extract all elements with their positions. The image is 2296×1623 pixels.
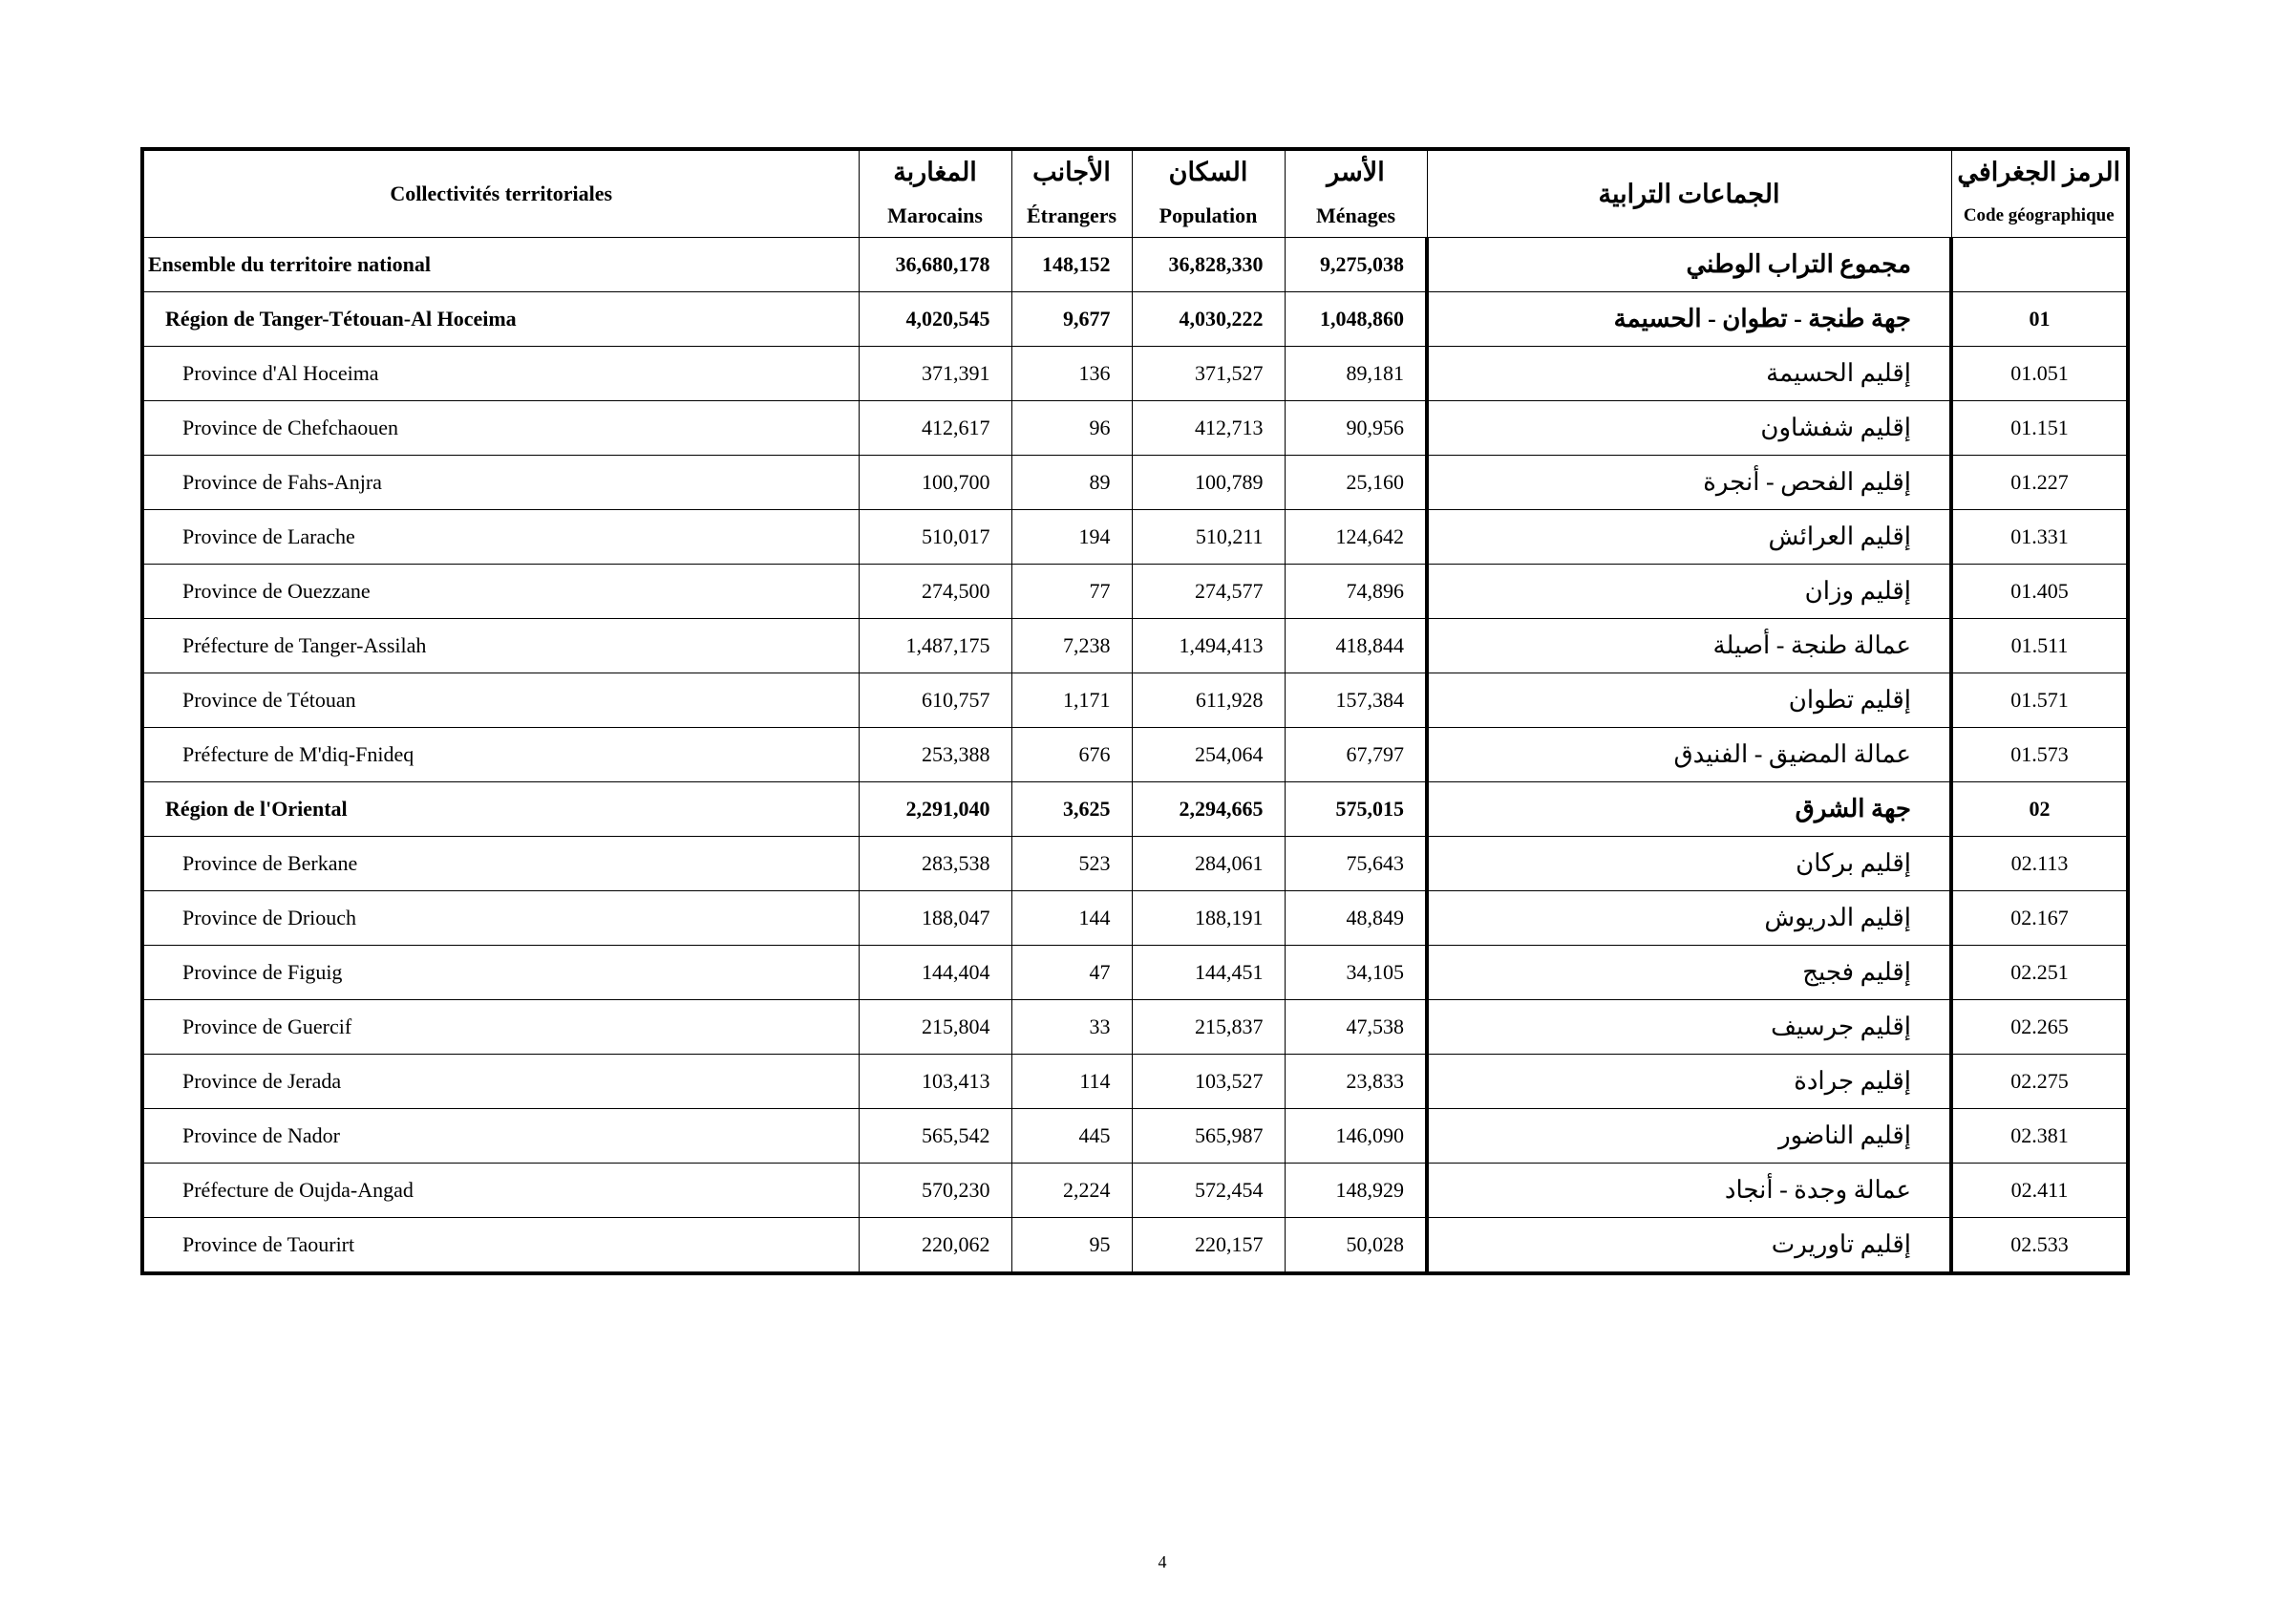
cell-jamaa-ar: إقليم جرسيف <box>1427 1000 1951 1055</box>
cell-menages: 23,833 <box>1285 1055 1427 1109</box>
cell-code: 02.113 <box>1951 837 2128 891</box>
cell-menages: 9,275,038 <box>1285 238 1427 292</box>
cell-code: 02.411 <box>1951 1164 2128 1218</box>
table-row <box>142 1164 2128 1218</box>
cell-jamaa-ar: إقليم الفحص - أنجرة <box>1427 456 1951 510</box>
header-collectivites: Collectivités territoriales <box>142 149 859 238</box>
cell-marocains: 565,542 <box>859 1109 1011 1164</box>
table-row <box>142 510 2128 565</box>
table-row <box>142 1000 2128 1055</box>
cell-menages: 34,105 <box>1285 946 1427 1000</box>
cell-marocains: 4,020,545 <box>859 292 1011 347</box>
cell-menages: 25,160 <box>1285 456 1427 510</box>
header-marocains-ar: المغاربة <box>859 149 1011 194</box>
cell-menages: 146,090 <box>1285 1109 1427 1164</box>
cell-jamaa-ar: إقليم بركان <box>1427 837 1951 891</box>
cell-menages: 47,538 <box>1285 1000 1427 1055</box>
cell-population: 412,713 <box>1132 401 1285 456</box>
cell-collectivite: Préfecture de M'diq-Fnideq <box>142 728 859 782</box>
header-menages-fr: Ménages <box>1285 194 1427 238</box>
cell-population: 36,828,330 <box>1132 238 1285 292</box>
cell-etrangers: 1,171 <box>1011 673 1132 728</box>
cell-code <box>1951 238 2128 292</box>
cell-jamaa-ar: عمالة المضيق - الفنيدق <box>1427 728 1951 782</box>
cell-jamaa-ar: مجموع التراب الوطني <box>1427 238 1951 292</box>
cell-jamaa-ar: إقليم شفشاون <box>1427 401 1951 456</box>
cell-population: 103,527 <box>1132 1055 1285 1109</box>
cell-marocains: 570,230 <box>859 1164 1011 1218</box>
cell-jamaa-ar: إقليم الناضور <box>1427 1109 1951 1164</box>
cell-jamaa-ar: جهة طنجة - تطوان - الحسيمة <box>1427 292 1951 347</box>
table-row <box>142 456 2128 510</box>
cell-population: 254,064 <box>1132 728 1285 782</box>
cell-code: 01.511 <box>1951 619 2128 673</box>
table-row <box>142 891 2128 946</box>
table-row <box>142 946 2128 1000</box>
cell-marocains: 2,291,040 <box>859 782 1011 837</box>
cell-collectivite: Ensemble du territoire national <box>142 238 859 292</box>
table-row <box>142 1109 2128 1164</box>
cell-marocains: 36,680,178 <box>859 238 1011 292</box>
cell-code: 01.227 <box>1951 456 2128 510</box>
cell-population: 572,454 <box>1132 1164 1285 1218</box>
header-code-ar: الرمز الجغرافي <box>1951 149 2128 194</box>
cell-population: 144,451 <box>1132 946 1285 1000</box>
cell-etrangers: 77 <box>1011 565 1132 619</box>
cell-etrangers: 136 <box>1011 347 1132 401</box>
cell-menages: 90,956 <box>1285 401 1427 456</box>
cell-code: 02.167 <box>1951 891 2128 946</box>
cell-jamaa-ar: عمالة وجدة - أنجاد <box>1427 1164 1951 1218</box>
table-row-national <box>142 238 2128 292</box>
cell-collectivite: Province de Tétouan <box>142 673 859 728</box>
cell-collectivite: Province de Fahs-Anjra <box>142 456 859 510</box>
cell-population: 284,061 <box>1132 837 1285 891</box>
cell-code: 01 <box>1951 292 2128 347</box>
cell-etrangers: 47 <box>1011 946 1132 1000</box>
cell-menages: 148,929 <box>1285 1164 1427 1218</box>
cell-code: 01.331 <box>1951 510 2128 565</box>
census-table <box>140 147 2130 1275</box>
table-row <box>142 728 2128 782</box>
cell-marocains: 510,017 <box>859 510 1011 565</box>
cell-menages: 157,384 <box>1285 673 1427 728</box>
table-row <box>142 1055 2128 1109</box>
cell-collectivite: Province de Ouezzane <box>142 565 859 619</box>
cell-collectivite: Province de Nador <box>142 1109 859 1164</box>
cell-marocains: 412,617 <box>859 401 1011 456</box>
cell-code: 02.251 <box>1951 946 2128 1000</box>
cell-population: 274,577 <box>1132 565 1285 619</box>
cell-etrangers: 114 <box>1011 1055 1132 1109</box>
cell-etrangers: 96 <box>1011 401 1132 456</box>
cell-code: 02.265 <box>1951 1000 2128 1055</box>
cell-jamaa-ar: إقليم تطوان <box>1427 673 1951 728</box>
cell-etrangers: 7,238 <box>1011 619 1132 673</box>
table-row <box>142 401 2128 456</box>
cell-collectivite: Province de Figuig <box>142 946 859 1000</box>
cell-population: 371,527 <box>1132 347 1285 401</box>
cell-population: 2,294,665 <box>1132 782 1285 837</box>
cell-collectivite: Province de Taourirt <box>142 1218 859 1274</box>
cell-code: 01.051 <box>1951 347 2128 401</box>
cell-menages: 50,028 <box>1285 1218 1427 1274</box>
cell-menages: 48,849 <box>1285 891 1427 946</box>
cell-population: 188,191 <box>1132 891 1285 946</box>
cell-etrangers: 2,224 <box>1011 1164 1132 1218</box>
cell-code: 02.275 <box>1951 1055 2128 1109</box>
cell-menages: 67,797 <box>1285 728 1427 782</box>
table-row <box>142 347 2128 401</box>
cell-marocains: 283,538 <box>859 837 1011 891</box>
cell-jamaa-ar: إقليم العرائش <box>1427 510 1951 565</box>
cell-marocains: 215,804 <box>859 1000 1011 1055</box>
table-row-region <box>142 782 2128 837</box>
cell-jamaa-ar: جهة الشرق <box>1427 782 1951 837</box>
cell-population: 611,928 <box>1132 673 1285 728</box>
cell-code: 02.381 <box>1951 1109 2128 1164</box>
cell-marocains: 253,388 <box>859 728 1011 782</box>
header-code-fr: Code géographique <box>1951 194 2128 238</box>
cell-code: 02.533 <box>1951 1218 2128 1274</box>
cell-marocains: 1,487,175 <box>859 619 1011 673</box>
cell-etrangers: 95 <box>1011 1218 1132 1274</box>
cell-code: 01.405 <box>1951 565 2128 619</box>
cell-marocains: 220,062 <box>859 1218 1011 1274</box>
table-row <box>142 619 2128 673</box>
cell-code: 01.151 <box>1951 401 2128 456</box>
cell-collectivite: Province d'Al Hoceima <box>142 347 859 401</box>
cell-menages: 89,181 <box>1285 347 1427 401</box>
cell-collectivite: Région de l'Oriental <box>142 782 859 837</box>
cell-etrangers: 148,152 <box>1011 238 1132 292</box>
cell-jamaa-ar: إقليم الحسيمة <box>1427 347 1951 401</box>
header-jamaat-ar: الجماعات الترابية <box>1427 149 1951 238</box>
cell-jamaa-ar: إقليم الدريوش <box>1427 891 1951 946</box>
cell-population: 1,494,413 <box>1132 619 1285 673</box>
cell-marocains: 274,500 <box>859 565 1011 619</box>
table-row <box>142 837 2128 891</box>
cell-collectivite: Région de Tanger-Tétouan-Al Hoceima <box>142 292 859 347</box>
cell-marocains: 144,404 <box>859 946 1011 1000</box>
cell-collectivite: Préfecture de Tanger-Assilah <box>142 619 859 673</box>
cell-population: 510,211 <box>1132 510 1285 565</box>
header-population-fr: Population <box>1132 194 1285 238</box>
cell-menages: 1,048,860 <box>1285 292 1427 347</box>
cell-etrangers: 194 <box>1011 510 1132 565</box>
cell-population: 100,789 <box>1132 456 1285 510</box>
header-marocains-fr: Marocains <box>859 194 1011 238</box>
cell-marocains: 610,757 <box>859 673 1011 728</box>
cell-collectivite: Province de Chefchaouen <box>142 401 859 456</box>
cell-population: 220,157 <box>1132 1218 1285 1274</box>
cell-code: 01.573 <box>1951 728 2128 782</box>
cell-etrangers: 89 <box>1011 456 1132 510</box>
cell-jamaa-ar: عمالة طنجة - أصيلة <box>1427 619 1951 673</box>
header-etrangers-fr: Étrangers <box>1011 194 1132 238</box>
page-number: 4 <box>1158 1552 1167 1571</box>
header-population-ar: السكان <box>1132 149 1285 194</box>
table-row-region <box>142 292 2128 347</box>
table-row <box>142 673 2128 728</box>
header-etrangers-ar: الأجانب <box>1011 149 1132 194</box>
cell-etrangers: 676 <box>1011 728 1132 782</box>
cell-marocains: 188,047 <box>859 891 1011 946</box>
cell-menages: 575,015 <box>1285 782 1427 837</box>
cell-population: 4,030,222 <box>1132 292 1285 347</box>
cell-collectivite: Province de Berkane <box>142 837 859 891</box>
cell-marocains: 100,700 <box>859 456 1011 510</box>
cell-collectivite: Province de Driouch <box>142 891 859 946</box>
cell-marocains: 103,413 <box>859 1055 1011 1109</box>
cell-jamaa-ar: إقليم تاوريرت <box>1427 1218 1951 1274</box>
cell-etrangers: 3,625 <box>1011 782 1132 837</box>
cell-code: 02 <box>1951 782 2128 837</box>
cell-menages: 74,896 <box>1285 565 1427 619</box>
cell-jamaa-ar: إقليم فجيج <box>1427 946 1951 1000</box>
cell-menages: 75,643 <box>1285 837 1427 891</box>
cell-collectivite: Préfecture de Oujda-Angad <box>142 1164 859 1218</box>
cell-code: 01.571 <box>1951 673 2128 728</box>
cell-etrangers: 33 <box>1011 1000 1132 1055</box>
table-row <box>142 565 2128 619</box>
cell-collectivite: Province de Guercif <box>142 1000 859 1055</box>
cell-marocains: 371,391 <box>859 347 1011 401</box>
cell-jamaa-ar: إقليم وزان <box>1427 565 1951 619</box>
cell-etrangers: 144 <box>1011 891 1132 946</box>
cell-jamaa-ar: إقليم جرادة <box>1427 1055 1951 1109</box>
cell-etrangers: 9,677 <box>1011 292 1132 347</box>
cell-collectivite: Province de Jerada <box>142 1055 859 1109</box>
cell-etrangers: 445 <box>1011 1109 1132 1164</box>
cell-population: 565,987 <box>1132 1109 1285 1164</box>
table-row <box>142 1218 2128 1274</box>
cell-collectivite: Province de Larache <box>142 510 859 565</box>
cell-population: 215,837 <box>1132 1000 1285 1055</box>
header-menages-ar: الأسر <box>1285 149 1427 194</box>
cell-menages: 418,844 <box>1285 619 1427 673</box>
cell-etrangers: 523 <box>1011 837 1132 891</box>
cell-menages: 124,642 <box>1285 510 1427 565</box>
